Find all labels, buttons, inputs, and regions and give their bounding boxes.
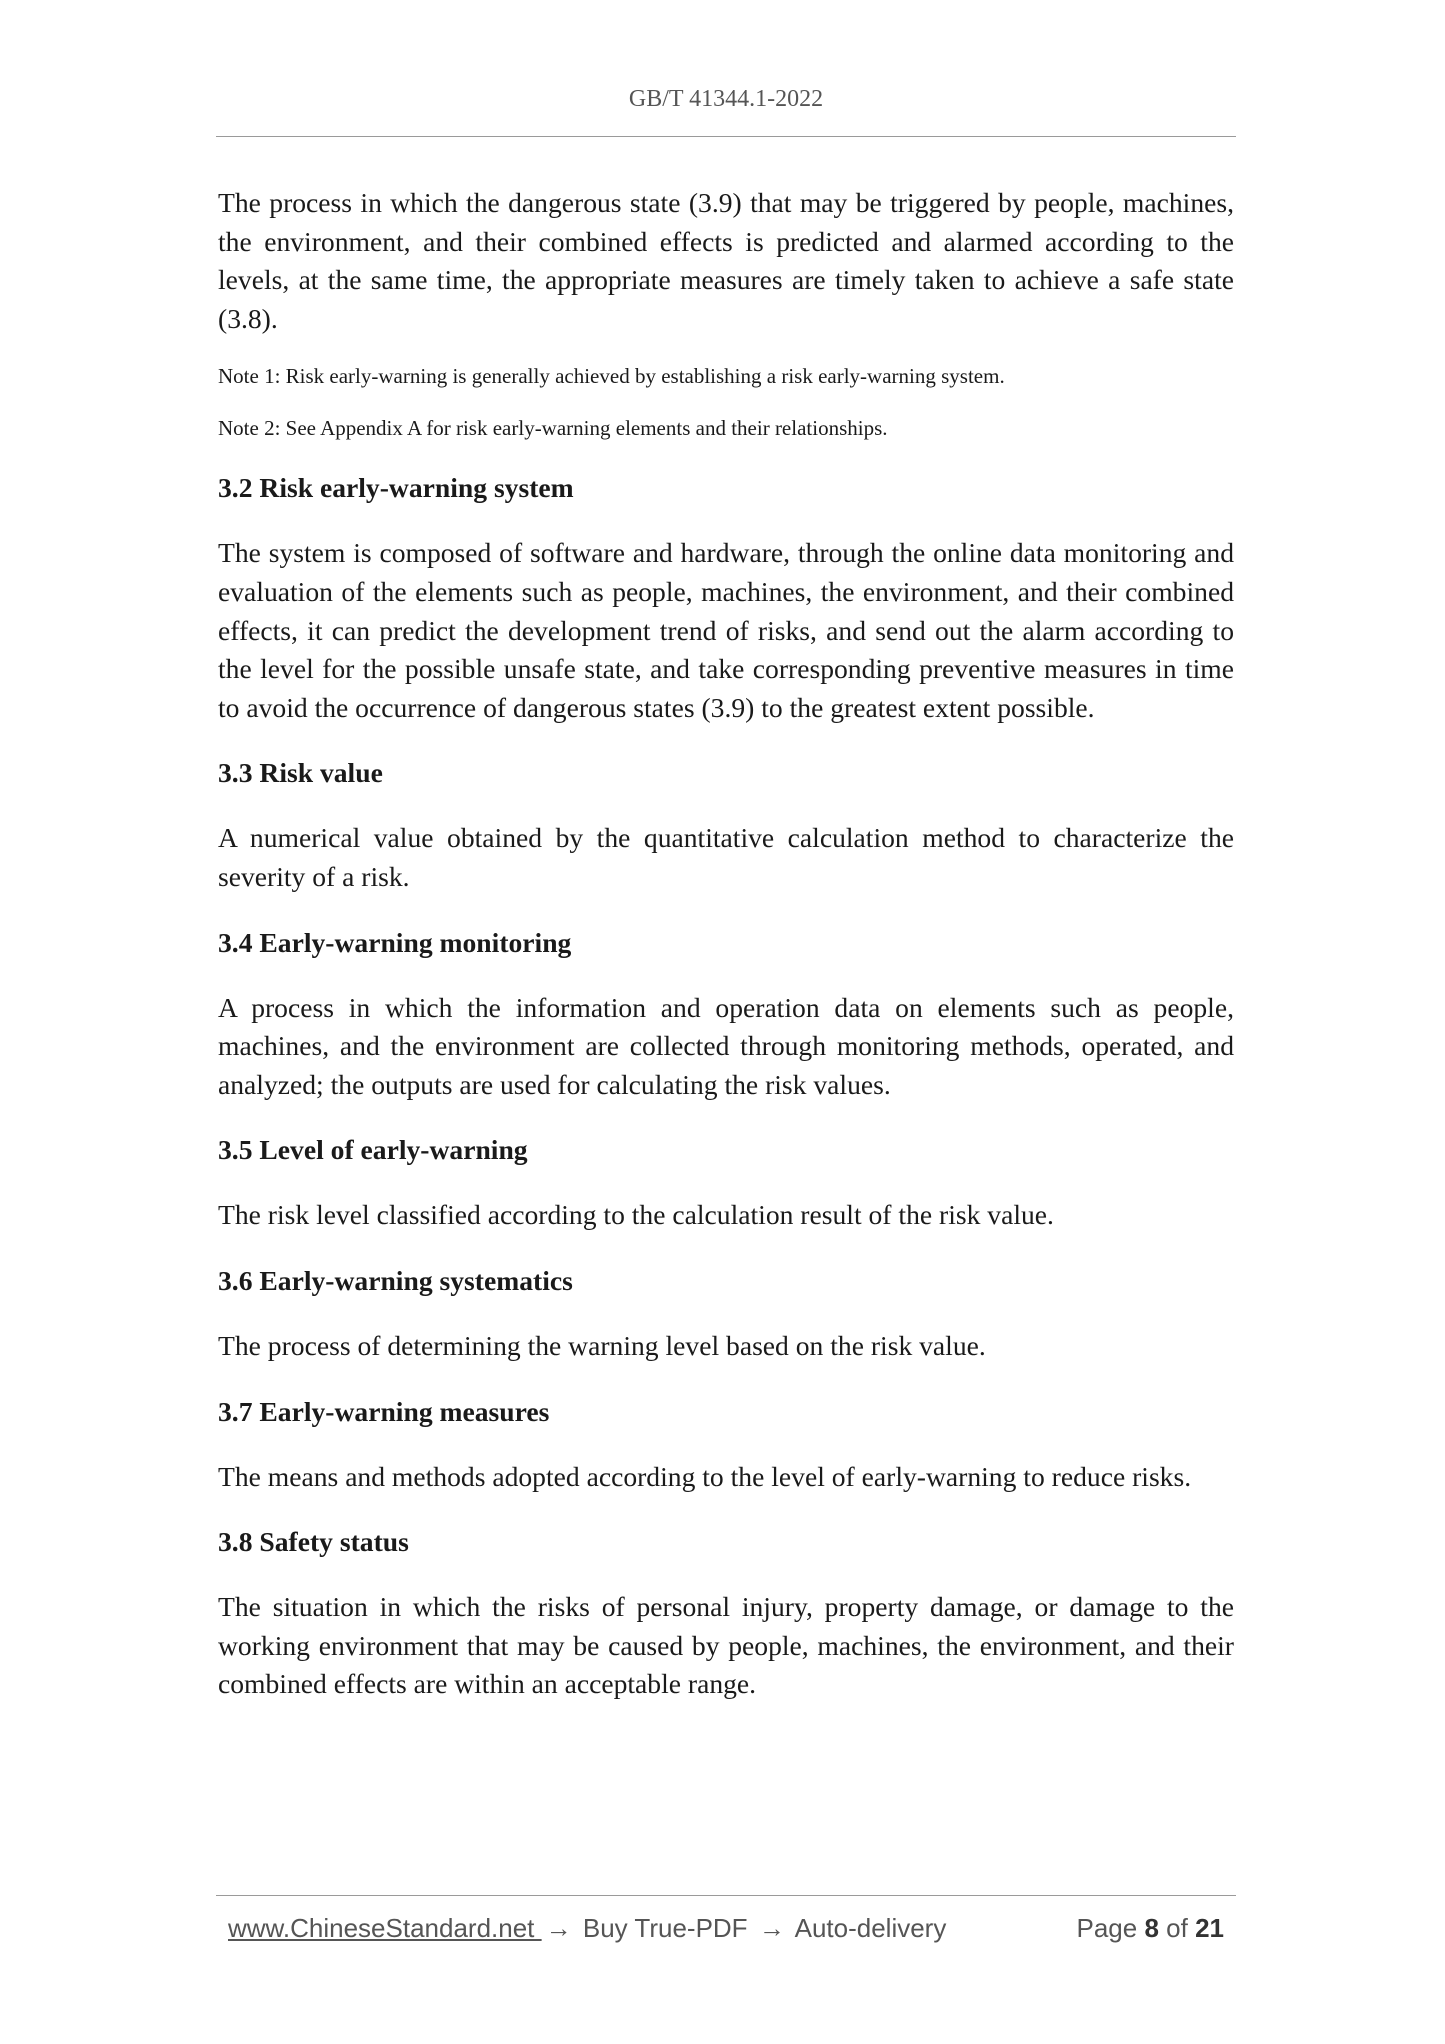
- section-heading-3-6: 3.6 Early-warning systematics: [218, 1264, 573, 1296]
- note-1: Note 1: Risk early-warning is generally achieved by establishing a risk early-warning system.: [218, 364, 1005, 389]
- arrow-right-icon: →: [545, 1913, 572, 1943]
- note-2: Note 2: See Appendix A for risk early-warning elements and their relationships.: [218, 416, 888, 441]
- section-body-3-2: The system is composed of software and hardware, through the online data monitoring and evaluation of the elements such as people, machines, the environment, and their combined effects, it can predict the development trend of risks, and send out the alarm according to the level for the possible unsafe state, and take corresponding preventive measures in time to avoid the occurrence of dangerous states (3.9) to the greatest extent possible.: [218, 537, 1234, 723]
- auto-delivery-text: Auto-delivery: [794, 1913, 947, 1943]
- page-total: 21: [1195, 1913, 1224, 1943]
- page-label: Page: [1076, 1913, 1138, 1943]
- footer-links: [228, 1913, 946, 1944]
- page-indicator: [1076, 1913, 1224, 1944]
- section-body-3-3: A numerical value obtained by the quantitative calculation method to characterize the severity of a risk.: [218, 822, 1234, 892]
- page-body: [218, 184, 1234, 1704]
- running-header: GB/T 41344.1-2022: [628, 86, 824, 112]
- section-heading-3-4: 3.4 Early-warning monitoring: [218, 926, 572, 958]
- section-heading-3-7: 3.7 Early-warning measures: [218, 1395, 550, 1427]
- footer-divider: [216, 1895, 1236, 1896]
- section-heading-3-5: 3.5 Level of early-warning: [218, 1134, 528, 1166]
- section-heading-3-2: 3.2 Risk early-warning system: [218, 472, 574, 504]
- section-body-3-8: The situation in which the risks of personal injury, property damage, or damage to the working environment that may be caused by people, machines, the environment, and their combined effects are within an acceptable range.: [218, 1591, 1234, 1700]
- site-link[interactable]: www.ChineseStandard.net: [228, 1913, 542, 1943]
- of-label: of: [1166, 1913, 1188, 1943]
- page-current: 8: [1144, 1913, 1159, 1943]
- buy-pdf-text: Buy True-PDF: [582, 1913, 748, 1943]
- section-heading-3-8: 3.8 Safety status: [218, 1526, 409, 1558]
- page-footer: [228, 1913, 1224, 1944]
- section-body-3-6: The process of determining the warning level based on the risk value.: [218, 1329, 986, 1361]
- section-heading-3-3: 3.3 Risk value: [218, 757, 383, 789]
- arrow-right-icon: →: [758, 1913, 785, 1943]
- header-divider: [216, 136, 1236, 137]
- section-body-3-4: A process in which the information and operation data on elements such as people, machines, and the environment are collected through monitoring methods, operated, and analyzed; the outputs are used for calculating the risk values.: [218, 991, 1234, 1100]
- intro-paragraph: The process in which the dangerous state (3.9) that may be triggered by people, machines, the environment, and their combined effects is predicted and alarmed according to the levels, at the same time, the appropriate measures are timely taken to achieve a safe state (3.8).: [218, 187, 1234, 334]
- section-body-3-7: The means and methods adopted according to the level of early-warning to reduce risks.: [218, 1460, 1192, 1492]
- section-body-3-5: The risk level classified according to the calculation result of the risk value.: [218, 1199, 1054, 1231]
